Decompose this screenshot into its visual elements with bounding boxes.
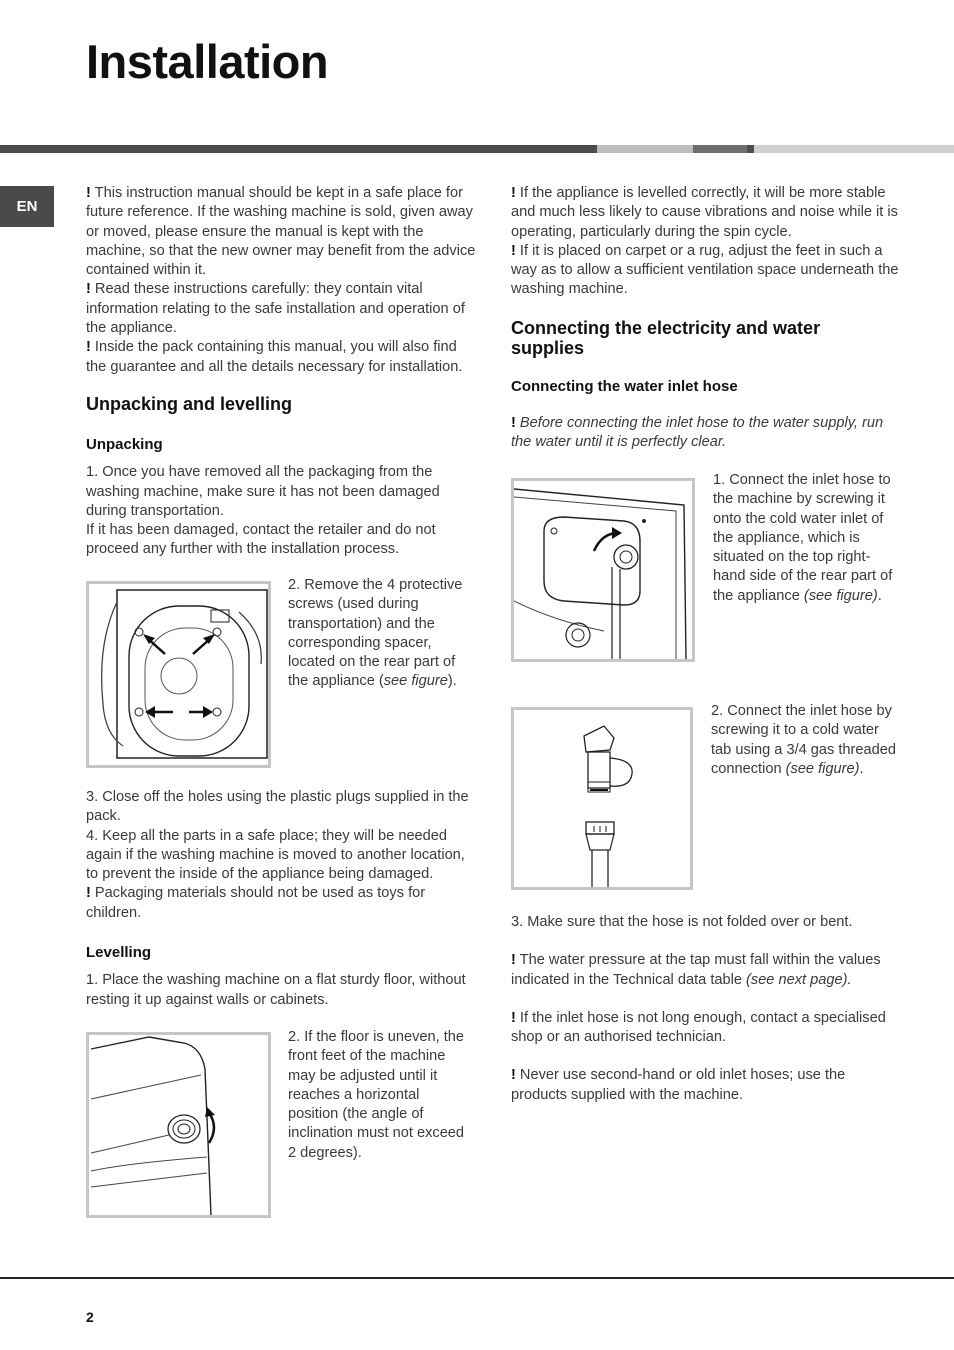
unpack-warning: ! Packaging materials should not be used as toys for children. xyxy=(86,885,426,921)
header-bar-accent xyxy=(747,145,754,153)
figure-inlet-tap xyxy=(511,707,693,890)
level-step-2: 2. If the floor is uneven, the front feet of the machine may be adjusted until it reaches a horizontal position (the angle of inclination must not exceed 2 degrees). xyxy=(288,1029,465,1161)
unpack-step-1b: If it has been damaged, contact the retailer and do not proceed any further with the installation process. xyxy=(86,522,436,558)
length-note: ! If the inlet hose is not long enough, contact a specialised shop or an authorised technician. xyxy=(511,1009,886,1046)
intro-note-1: ! This instruction manual should be kept in a safe place for future reference. If the washing machine is sold, given away or moved, please ensure the manual is kept with the machine, so that the new owner may benefit from the advice contained within it. xyxy=(86,185,476,279)
right-column xyxy=(511,184,903,453)
unpack-step-1a: 1. Once you have removed all the packaging from the washing machine, make sure it has not been damaged during transportation. xyxy=(86,464,440,519)
figure-inlet-machine xyxy=(511,478,695,662)
unpack-step-3: 3. Close off the holes using the plastic plugs supplied in the pack. xyxy=(86,789,469,825)
inlet-warning: ! Before connecting the inlet hose to the water supply, run the water until it is perfectly clear. xyxy=(511,415,884,451)
levelling-subheading: Levelling xyxy=(86,944,152,962)
left-column-lower xyxy=(86,788,478,1010)
header-bar-dark xyxy=(0,145,597,153)
header-bar-light-1 xyxy=(597,145,693,153)
pressure-note: ! The water pressure at the tap must fall within the values indicated in the Technical data table (see next page). xyxy=(511,952,881,988)
inlet-step-2: 2. Connect the inlet hose by screwing it to a cold water tab using a 3/4 gas threaded connection (see figure). xyxy=(711,703,896,777)
level-note-2: ! If it is placed on carpet or a rug, adjust the feet in such a way as to allow a sufficient ventilation space underneath the washing machine. xyxy=(511,242,899,298)
page-title: Installation xyxy=(86,35,329,88)
inlet-step-3: 3. Make sure that the hose is not folded over or bent. xyxy=(511,914,853,930)
unpack-step-4: 4. Keep all the parts in a safe place; they will be needed again if the washing machine is moved to another location, to prevent the inside of the appliance being damaged. xyxy=(86,827,465,883)
unpacking-subheading: Unpacking xyxy=(86,435,163,453)
language-tab: EN xyxy=(0,186,54,227)
figure-levelling-foot xyxy=(86,1032,271,1218)
intro-note-2: ! Read these instructions carefully: they contain vital information relating to the safe installation and operation of the appliance. xyxy=(86,281,465,337)
intro-note-3: ! Inside the pack containing this manual, you will also find the guarantee and all the details necessary for installation. xyxy=(86,339,463,375)
left-column xyxy=(86,184,478,560)
level-step-1: 1. Place the washing machine on a flat sturdy floor, without resting it up against walls or cabinets. xyxy=(86,972,466,1008)
inlet-subheading: Connecting the water inlet hose xyxy=(511,377,738,395)
unpacking-heading: Unpacking and levelling xyxy=(86,393,293,414)
level-note-1: ! If the appliance is levelled correctly, it will be more stable and much less likely to cause vibrations and noise while it is operating, particularly during the spin cycle. xyxy=(511,185,898,240)
unpack-step-2: 2. Remove the 4 protective screws (used during transportation) and the corresponding spacer, located on the rear part of the appliance (see figure). xyxy=(288,577,463,690)
connect-heading: Connecting the electricity and water supplies xyxy=(511,317,821,358)
header-bar-light-2 xyxy=(754,145,954,153)
inlet-step-1: 1. Connect the inlet hose to the machine by screwing it onto the cold water inlet of the appliance, which is situated on the top right-hand side of the rear part of the appliance (see figure). xyxy=(713,472,893,604)
right-column-lower xyxy=(511,913,903,1105)
footer-rule xyxy=(0,1277,954,1279)
header-bar-mid xyxy=(693,145,747,153)
figure-rear-screws xyxy=(86,581,271,768)
page-number: 2 xyxy=(86,1309,94,1325)
secondhand-note: ! Never use second-hand or old inlet hoses; use the products supplied with the machine. xyxy=(511,1067,846,1103)
